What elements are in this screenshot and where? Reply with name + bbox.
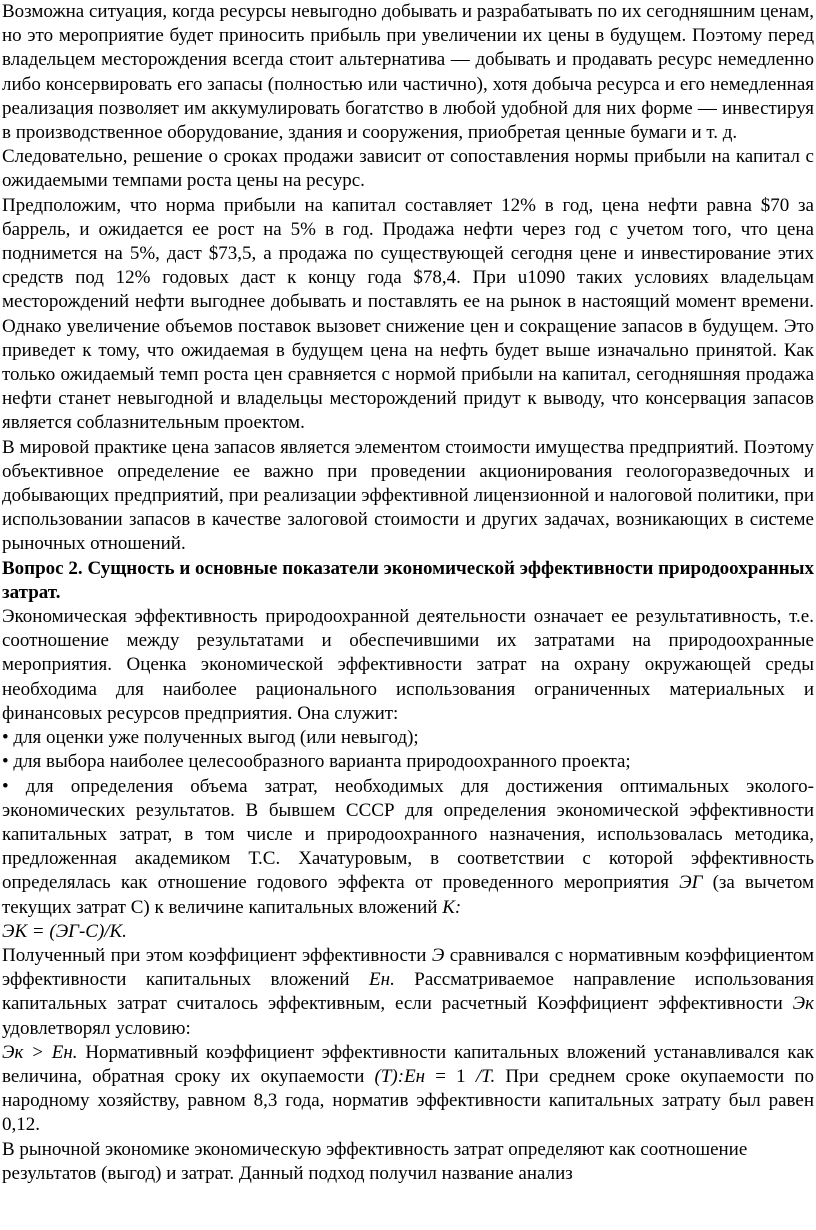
symbol-e: Э <box>431 944 445 966</box>
symbol-t: /Т. <box>475 1065 496 1087</box>
formula-efficiency: ЭК = (ЭГ-С)/К. <box>2 920 127 942</box>
bullet-item: • для оценки уже полученных выгод (или невыгод); <box>2 727 419 749</box>
section-heading: Вопрос 2. Сущность и основные показатели экономической эффективности природоохранных затрат. <box>2 557 814 603</box>
symbol-en: Ен. <box>369 969 395 991</box>
symbol-k: К: <box>442 896 462 918</box>
paragraph-oil-example: Предположим, что норма прибыли на капитал составляет 12% в год, цена нефти равна $70 за баррель, и ожидается ее рост на 5% в год. Продажа нефти через год с учетом того, что цена поднимется на 5%, даст $73,5, а продажа по существующей сегодня цене и инвестирование этих средств под 12% годовых даст к концу года $78,4. При u1090 таких условиях владельцам месторождений нефти выгоднее добывать и поставлять ее на рынок в настоящий момент времени. Однако увеличение объемов поставок вызовет снижение цен и сокращение запасов в будущем. Это приведет к тому, что ожидаемая в будущем цена на нефть будет выше изначально принятой. Как только ожидаемый темп роста цен сравняется с нормой прибыли на капитал, сегодняшняя продажа нефти станет невыгодной и владельцы месторождений придут к выводу, что консервация запасов является соблазнительным проектом. <box>2 194 814 434</box>
text-fragment: Рассматриваемое направление использования капитальных затрат считалось эффективным, если расчетный Коэффициент эффективности <box>2 969 814 1015</box>
condition-formula: Эк > Ен. <box>2 1041 78 1063</box>
text-fragment: удовлетворял условию: <box>2 1017 191 1039</box>
paragraph-normative-coefficient <box>2 1041 814 1138</box>
paragraph-world-practice: В мировой практике цена запасов является элементом стоимости имущества предприятий. Поэтому объективное определение ее важно при проведении акционирования геологоразведочных и добывающих предприятий, при реализации эффективной лицензионной и налоговой политики, при использовании запасов в качестве залоговой стоимости и других задачах, возникающих в системе рыночных отношений. <box>2 436 814 555</box>
text-fragment: • для определения объема затрат, необходимых для достижения оптимальных эколого-экономических результатов. В бывшем СССР для определения экономической эффективности капитальных затрат, в том числе и природоохранного назначения, использовалась методика, предложенная академиком Т.С. Хачатуровым, в соответствии с которой эффективность определялась как отношение годового эффекта от проведенного мероприятия <box>2 775 814 894</box>
paragraph-coefficient-comparison <box>2 944 814 1041</box>
text-fragment: Полученный при этом коэффициент эффективности <box>2 944 432 966</box>
bullet-item: • для выбора наиболее целесообразного варианта природоохранного проекта; <box>2 751 631 773</box>
text-fragment: (за вычетом текущих затрат С) к величине капитальных вложений <box>2 872 814 918</box>
symbol-t-en: (Т):Ен <box>374 1065 426 1087</box>
paragraph-khachaturov-method <box>2 775 814 920</box>
text-fragment: Нормативный коэффициент эффективности капитальных вложений устанавливался как величина, обратная сроку их окупаемости <box>2 1041 815 1087</box>
paragraph-sale-timing: Следовательно, решение о сроках продажи зависит от сопоставления нормы прибыли на капитал с ожидаемыми темпами роста цены на ресурс. <box>2 146 814 192</box>
symbol-eg: ЭГ <box>679 872 703 894</box>
text-fragment: При среднем сроке окупаемости по народному хозяйству, равном 8,3 года, норматив эффективности капитальных затрату был равен 0,12. <box>2 1065 815 1136</box>
symbol-ek: Эк <box>792 993 814 1015</box>
text-fragment: = 1 <box>425 1065 476 1087</box>
paragraph-economic-efficiency: Экономическая эффективность природоохранной деятельности означает ее результативность, т.е. соотношение между результатами и обеспечившими их затратами на природоохранные мероприятия. Оценка экономической эффективности затрат на охрану окружающей среды необходима для наиболее рационального использования ограниченных материальных и финансовых ресурсов предприятия. Она служит: <box>2 606 814 724</box>
paragraph-market-economy: В рыночной экономике экономическую эффективность затрат определяют как соотношение результатов (выгод) и затрат. Данный подход получил название анализ <box>2 1138 748 1184</box>
text-fragment: сравнивался с нормативным коэффициентом эффективности капитальных вложений <box>2 944 814 991</box>
paragraph-resource-extraction: Возможна ситуация, когда ресурсы невыгодно добывать и разрабатывать по их сегодняшним ценам, но это мероприятие будет приносить прибыль при увеличении их цены в будущем. Поэтому перед владельцем месторождения всегда стоит альтернатива — добывать и продавать ресурс немедленно либо консервировать его запасы (полностью или частично), хотя добыча ресурса и его немедленная реализация позволяет им аккумулировать богатство в любой удобной для них форме — инвестируя в производственное оборудование, здания и сооружения, приобретая ценные бумаги и т. д. <box>2 1 814 144</box>
